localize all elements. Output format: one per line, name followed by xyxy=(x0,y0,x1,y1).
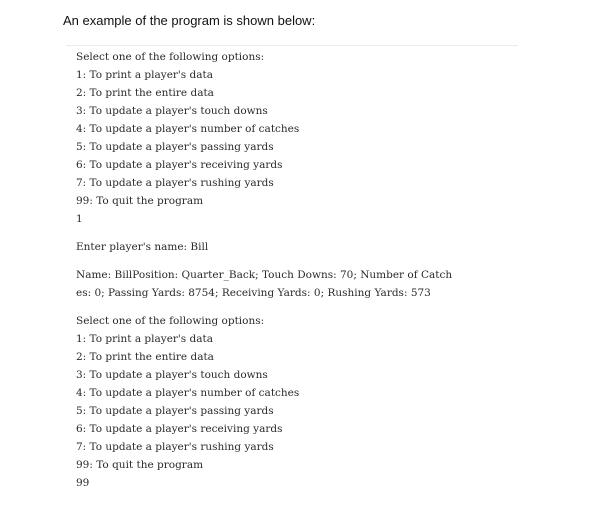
user-input: 1 xyxy=(76,213,83,225)
menu-heading: Select one of the following options: xyxy=(76,51,265,63)
menu-option: 4: To update a player's number of catches xyxy=(76,387,300,399)
intro-text: An example of the program is shown below: xyxy=(63,13,316,28)
menu-option: 99: To quit the program xyxy=(76,195,204,207)
menu-option: 2: To print the entire data xyxy=(76,87,214,99)
menu-option: 4: To update a player's number of catches xyxy=(76,123,300,135)
menu-option: 6: To update a player's receiving yards xyxy=(76,159,283,171)
menu-option: 1: To print a player's data xyxy=(76,333,213,345)
menu-option: 3: To update a player's touch downs xyxy=(76,105,268,117)
divider xyxy=(66,45,518,46)
menu-option: 5: To update a player's passing yards xyxy=(76,405,274,417)
user-input: 99 xyxy=(76,477,90,489)
menu-option: 1: To print a player's data xyxy=(76,69,213,81)
player-data-output: Name: BillPosition: Quarter_Back; Touch Downs: 70; Number of Catches: 0; Passing Yards: 8754; Receiving Yards: 0; Rushing Yards: 573 xyxy=(76,269,453,299)
menu-option: 7: To update a player's rushing yards xyxy=(76,177,274,189)
menu-option: 3: To update a player's touch downs xyxy=(76,369,268,381)
console-output xyxy=(76,48,516,492)
menu-option: 7: To update a player's rushing yards xyxy=(76,441,274,453)
menu-option: 2: To print the entire data xyxy=(76,351,214,363)
menu-heading: Select one of the following options: xyxy=(76,315,265,327)
name-prompt: Enter player's name: Bill xyxy=(76,241,209,253)
menu-option: 99: To quit the program xyxy=(76,459,204,471)
menu-option: 6: To update a player's receiving yards xyxy=(76,423,283,435)
menu-option: 5: To update a player's passing yards xyxy=(76,141,274,153)
